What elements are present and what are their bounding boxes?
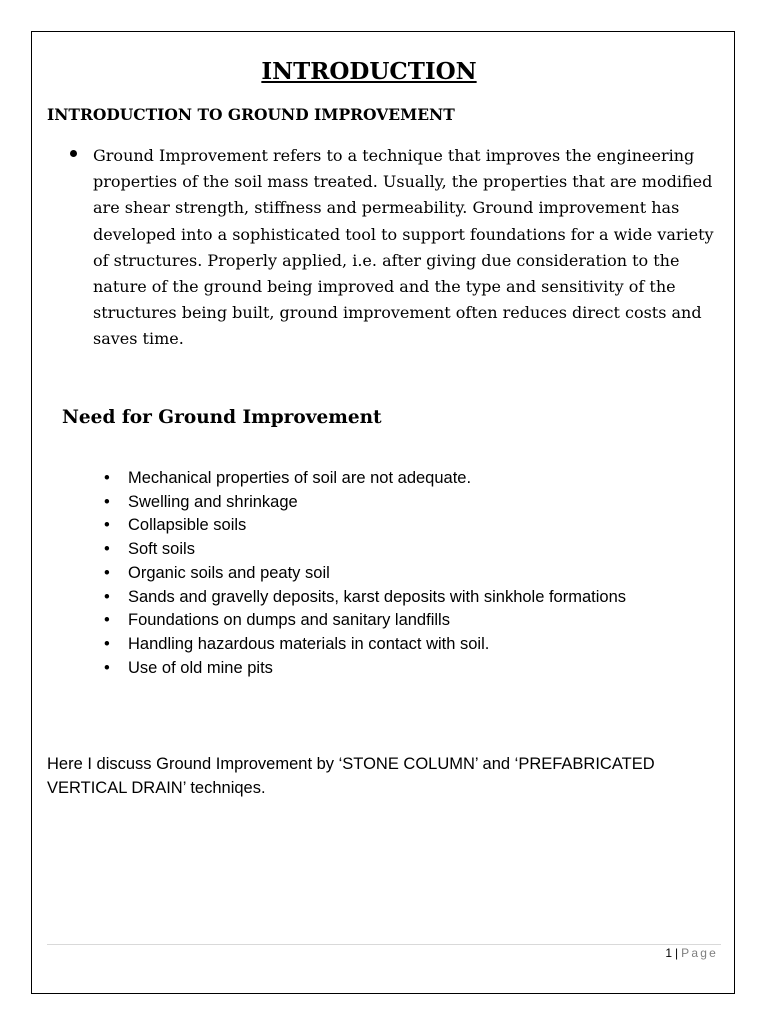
list-item-text: Mechanical properties of soil are not adequate. bbox=[128, 469, 472, 487]
bullet-icon: • bbox=[104, 492, 110, 511]
list-item-text: Collapsible soils bbox=[128, 516, 247, 535]
list-item bbox=[104, 609, 626, 633]
list-item-text: Soft soils bbox=[128, 540, 195, 559]
list-item bbox=[104, 633, 626, 657]
bullet-icon: • bbox=[104, 634, 110, 653]
intro-paragraph: Ground Improvement refers to a technique that improves the engineering properties of the soil mass treated. Usually, the properties that are modified are shear strength, stiffness and permeability. Ground improvement has developed into a sophisticated tool to support foundations for a wide variety of structures. Properly applied, i.e. after giving due consideration to the nature of the ground being improved and the type and sensitivity of the structures being built, ground improvement often reduces direct costs and saves time. bbox=[93, 146, 714, 349]
list-item-text: Organic soils and peaty soil bbox=[128, 563, 330, 582]
page-label: Page bbox=[681, 946, 718, 960]
document-title: INTRODUCTION bbox=[261, 58, 477, 85]
bullet-icon: • bbox=[104, 516, 110, 535]
bullet-icon: • bbox=[104, 563, 110, 582]
bullet-icon: • bbox=[104, 658, 110, 677]
footer-separator: | bbox=[675, 946, 679, 960]
bullet-icon: • bbox=[104, 587, 110, 606]
list-item-text: Foundations on dumps and sanitary landfills bbox=[128, 611, 450, 630]
list-item bbox=[104, 467, 626, 491]
bullet-icon bbox=[70, 150, 77, 157]
footer-divider bbox=[47, 944, 721, 945]
page-number: 1 bbox=[665, 946, 673, 960]
list-item bbox=[104, 514, 626, 538]
list-item-text: Use of old mine pits bbox=[128, 658, 273, 677]
need-list bbox=[104, 467, 626, 680]
list-item-text: Swelling and shrinkage bbox=[128, 492, 298, 511]
list-item bbox=[104, 586, 626, 610]
closing-paragraph: Here I discuss Ground Improvement by ‘STONE COLUMN’ and ‘PREFABRICATED VERTICAL DRAIN’ techniqes. bbox=[47, 755, 655, 797]
bullet-icon: • bbox=[104, 611, 110, 630]
list-item bbox=[104, 491, 626, 515]
bullet-icon: • bbox=[104, 469, 110, 487]
bullet-icon: • bbox=[104, 540, 110, 559]
section-heading-need: Need for Ground Improvement bbox=[62, 407, 382, 428]
page-footer bbox=[665, 946, 718, 960]
list-item-text: Sands and gravelly deposits, karst deposits with sinkhole formations bbox=[128, 587, 627, 606]
document-subtitle: INTRODUCTION TO GROUND IMPROVEMENT bbox=[47, 105, 455, 124]
list-item bbox=[104, 562, 626, 586]
list-item bbox=[104, 657, 626, 681]
list-item bbox=[104, 538, 626, 562]
list-item-text: Handling hazardous materials in contact with soil. bbox=[128, 634, 490, 653]
